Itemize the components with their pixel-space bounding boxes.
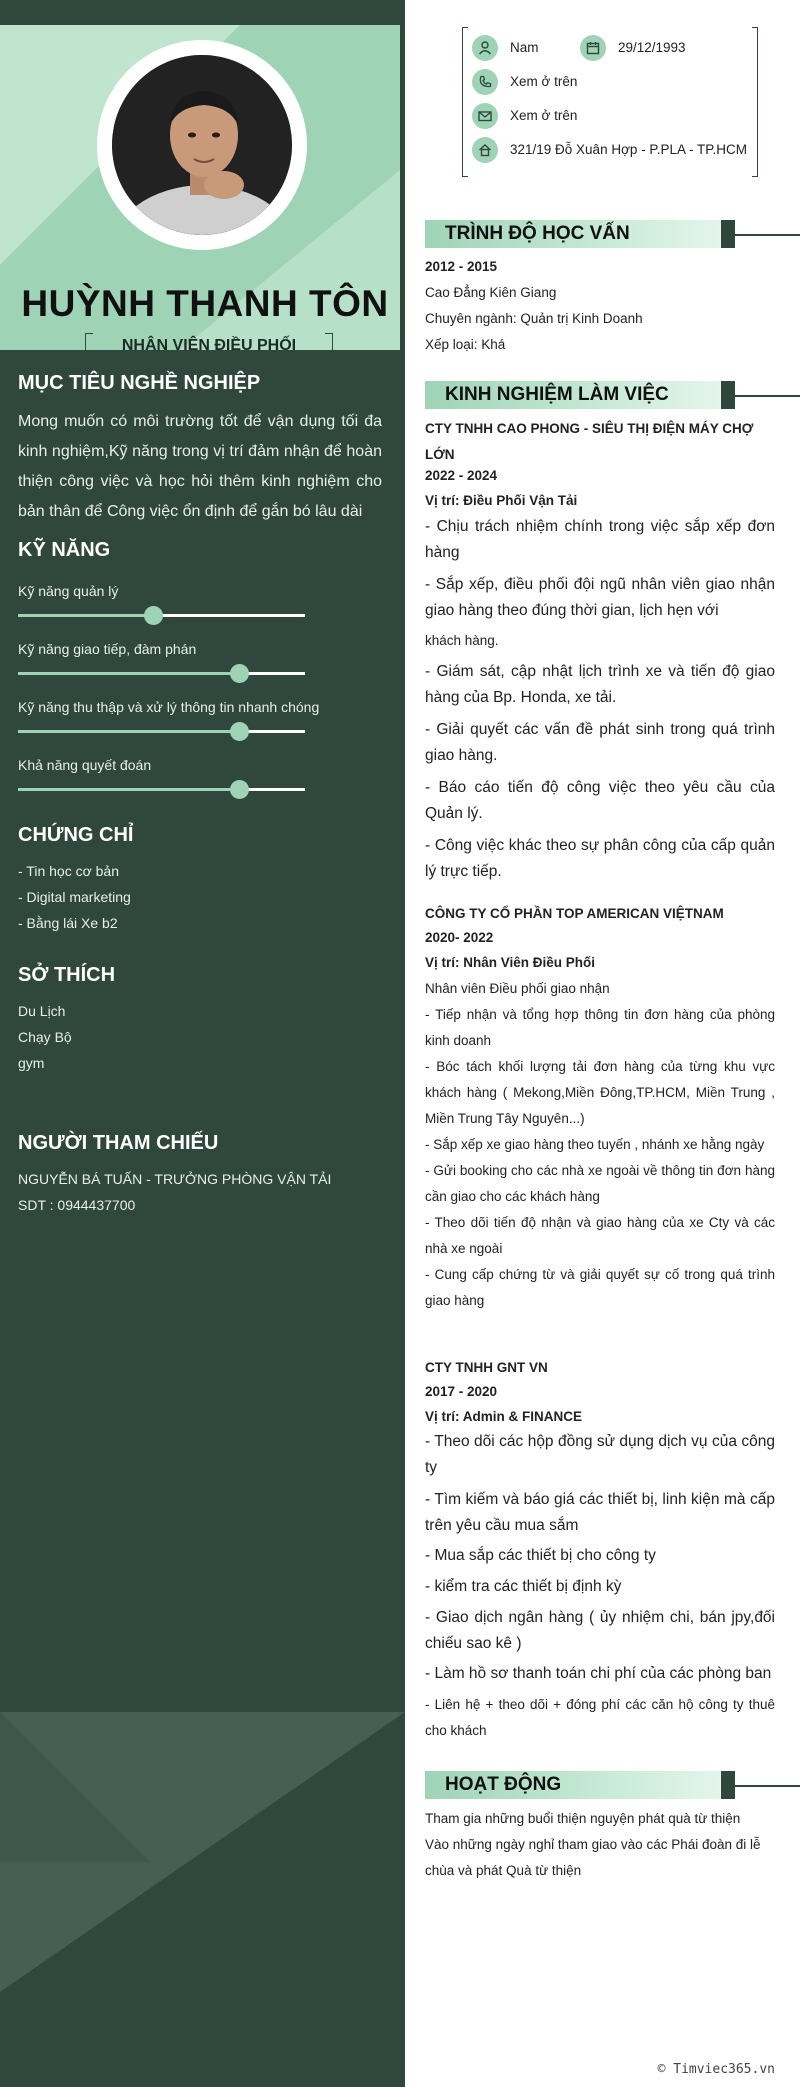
watermark: © Timviec365.vn <box>657 2062 775 2077</box>
avatar-portrait <box>112 55 292 235</box>
section-line <box>735 234 800 236</box>
skill-label: Kỹ năng thu thập và xử lý thông tin nhanh chóng <box>18 699 320 715</box>
role-frame <box>85 333 333 350</box>
job-company: CTY TNHH GNT VN <box>425 1360 548 1375</box>
objective-title: MỤC TIÊU NGHỀ NGHIỆP <box>18 372 261 394</box>
avatar <box>112 55 292 235</box>
certificates-title: CHỨNG CHỈ <box>18 824 134 846</box>
job-duty: - Theo dõi các hộp đồng sử dụng dịch vụ của công ty <box>425 1433 775 1476</box>
job-duty: - Tìm kiếm và báo giá các thiết bị, linh kiện mà cấp trên yêu cầu mua sắm <box>425 1491 775 1534</box>
job-duty: - Làm hồ sơ thanh toán chi phí của các phòng ban <box>425 1665 772 1682</box>
header-notch <box>0 340 10 350</box>
skill-fill <box>18 788 239 791</box>
job-position: Vị trí: Admin & FINANCE <box>425 1409 582 1424</box>
skill-bar <box>18 672 305 675</box>
job-duty: - Giải quyết các vấn đề phát sinh trong quá trình giao hàng. <box>425 721 775 764</box>
skill-knob <box>230 664 249 683</box>
job-duty: - Công việc khác theo sự phân công của cấp quản lý trực tiếp. <box>425 837 775 880</box>
job-duty: - Cung cấp chứng từ và giải quyết sự cố trong quá trình giao hàng <box>425 1267 775 1308</box>
references-title: NGƯỜI THAM CHIẾU <box>18 1132 219 1154</box>
education-title: TRÌNH ĐỘ HỌC VẤN <box>445 223 630 244</box>
job-duty: - Theo dõi tiến độ nhận và giao hàng của xe Cty và các nhà xe ngoài <box>425 1215 775 1256</box>
birthday-value: 29/12/1993 <box>618 40 686 55</box>
activities-header <box>425 1771 800 1799</box>
activity-item: Vào những ngày nghỉ tham giao vào các Phái đoàn đi lễ chùa và phát Quà từ thiện <box>425 1837 761 1878</box>
hobbies-title: SỞ THÍCH <box>18 964 116 986</box>
skill-bar <box>18 788 305 791</box>
section-line <box>735 395 800 397</box>
hobby-item: Chạy Bộ <box>18 1029 72 1045</box>
email-value: Xem ở trên <box>510 108 578 123</box>
job-duty: - Sắp xếp, điều phối đội ngũ nhân viên giao nhận giao hàng theo đúng thời gian, lịch hẹn với <box>425 576 775 619</box>
job-duty: - Tiếp nhận và tổng hợp thông tin đơn hàng của phòng kinh doanh <box>425 1007 775 1048</box>
education-school: Cao Đẳng Kiên Giang <box>425 285 557 300</box>
education-major: Chuyên ngành: Quản trị Kinh Doanh <box>425 311 643 326</box>
skill-fill <box>18 614 153 617</box>
mail-icon <box>472 103 498 129</box>
skill-knob <box>144 606 163 625</box>
candidate-name: HUỲNH THANH TÔN <box>21 283 389 324</box>
job-company: CÔNG TY CỔ PHẦN TOP AMERICAN VIỆTNAM <box>425 906 724 921</box>
experience-header <box>425 381 800 409</box>
education-period: 2012 - 2015 <box>425 259 498 274</box>
education-grade: Xếp loại: Khá <box>425 337 506 352</box>
objective-text: Mong muốn có môi trường tốt để vận dụng tối đa kinh nghiệm,Kỹ năng trong vị trí đảm nhận để hoàn thiện công việc và học hỏi thêm kinh nghiệm cho bản thân để Công việc ổn định để gắn bó lâu dài <box>18 413 382 520</box>
job-duty: - Giám sát, cập nhật lịch trình xe và tiến độ giao hàng của Bp. Honda, xe tải. <box>425 663 775 706</box>
section-line <box>735 1785 800 1787</box>
home-icon <box>472 137 498 163</box>
skill-fill <box>18 672 239 675</box>
decor-triangle <box>0 1712 150 1862</box>
section-block <box>721 1771 735 1799</box>
activities-title: HOẠT ĐỘNG <box>445 1774 562 1795</box>
job-duty: - Mua sắp các thiết bị cho công ty <box>425 1547 656 1564</box>
contact-box <box>462 27 758 177</box>
activity-item: Tham gia những buổi thiện nguyện phát quà từ thiện <box>425 1811 741 1826</box>
reference-item: NGUYỄN BÁ TUẤN - TRƯỞNG PHÒNG VẬN TẢI <box>18 1171 332 1187</box>
profile-header <box>0 25 400 350</box>
job-position: Vị trí: Điều Phối Vận Tải <box>425 493 578 508</box>
job-intro: Nhân viên Điều phối giao nhận <box>425 981 610 996</box>
skills-title: KỸ NĂNG <box>18 539 111 561</box>
certificate-item: - Bằng lái Xe b2 <box>18 915 118 931</box>
experience-title: KINH NGHIỆM LÀM VIỆC <box>445 384 669 405</box>
job-duty: khách hàng. <box>425 633 499 648</box>
candidate-role: NHÂN VIÊN ĐIỀU PHỐI <box>121 337 297 350</box>
header-edge <box>400 25 405 350</box>
job-period: 2017 - 2020 <box>425 1384 498 1399</box>
section-block <box>721 220 735 248</box>
section-block <box>721 381 735 409</box>
certificate-item: - Tin học cơ bản <box>18 863 120 879</box>
address-value: 321/19 Đỗ Xuân Hợp - P.PLA - TP.HCM <box>510 142 747 157</box>
job-duty: - Bóc tách khối lượng tải đơn hàng của từng khu vực khách hàng ( Mekong,Miền Đông,TP.HCM, Miền Trung , Miền Trung Tây Nguyên...) <box>425 1059 775 1126</box>
skill-label: Khả năng quyết đoán <box>18 757 152 773</box>
job-position: Vị trí: Nhân Viên Điều Phối <box>425 955 596 970</box>
education-header <box>425 220 800 248</box>
skill-label: Kỹ năng quản lý <box>18 583 119 599</box>
skill-label: Kỹ năng giao tiếp, đàm phán <box>18 641 197 657</box>
job-duty: - Sắp xếp xe giao hàng theo tuyến , nhánh xe hằng ngày <box>425 1137 765 1152</box>
user-icon <box>472 35 498 61</box>
hobby-item: gym <box>18 1055 45 1071</box>
job-duty: - Gửi booking cho các nhà xe ngoài về thông tin đơn hàng cần giao cho các khách hàng <box>425 1163 775 1204</box>
skill-bar <box>18 730 305 733</box>
job-duty: - Giao dịch ngân hàng ( ủy nhiệm chi, bán jpy,đối chiếu sao kê ) <box>425 1609 775 1652</box>
job-duty: - Chịu trách nhiệm chính trong việc sắp xếp đơn hàng <box>425 518 775 561</box>
skill-knob <box>230 780 249 799</box>
hobby-item: Du Lịch <box>18 1003 66 1019</box>
skill-bar <box>18 614 305 617</box>
job-duty: - Liên hệ + theo dõi + đóng phí các căn hộ công ty thuê cho khách <box>425 1697 775 1738</box>
job-period: 2022 - 2024 <box>425 468 498 483</box>
phone-icon <box>472 69 498 95</box>
job-duty: - Báo cáo tiến độ công việc theo yêu cầu của Quản lý. <box>425 779 775 822</box>
skill-knob <box>230 722 249 741</box>
bracket-right <box>752 27 758 177</box>
job-duty: - kiểm tra các thiết bị định kỳ <box>425 1578 622 1595</box>
job-company: CTY TNHH CAO PHONG - SIÊU THỊ ĐIỆN MÁY CHỢ LỚN <box>425 421 754 462</box>
phone-value: Xem ở trên <box>510 74 578 89</box>
sidebar-bottom-decor <box>0 1712 405 2087</box>
bracket-left <box>462 27 468 177</box>
job-period: 2020- 2022 <box>425 930 494 945</box>
calendar-icon <box>580 35 606 61</box>
certificate-item: - Digital marketing <box>18 889 131 905</box>
reference-item: SDT : 0944437700 <box>18 1197 136 1213</box>
skill-fill <box>18 730 239 733</box>
gender-value: Nam <box>510 40 539 55</box>
